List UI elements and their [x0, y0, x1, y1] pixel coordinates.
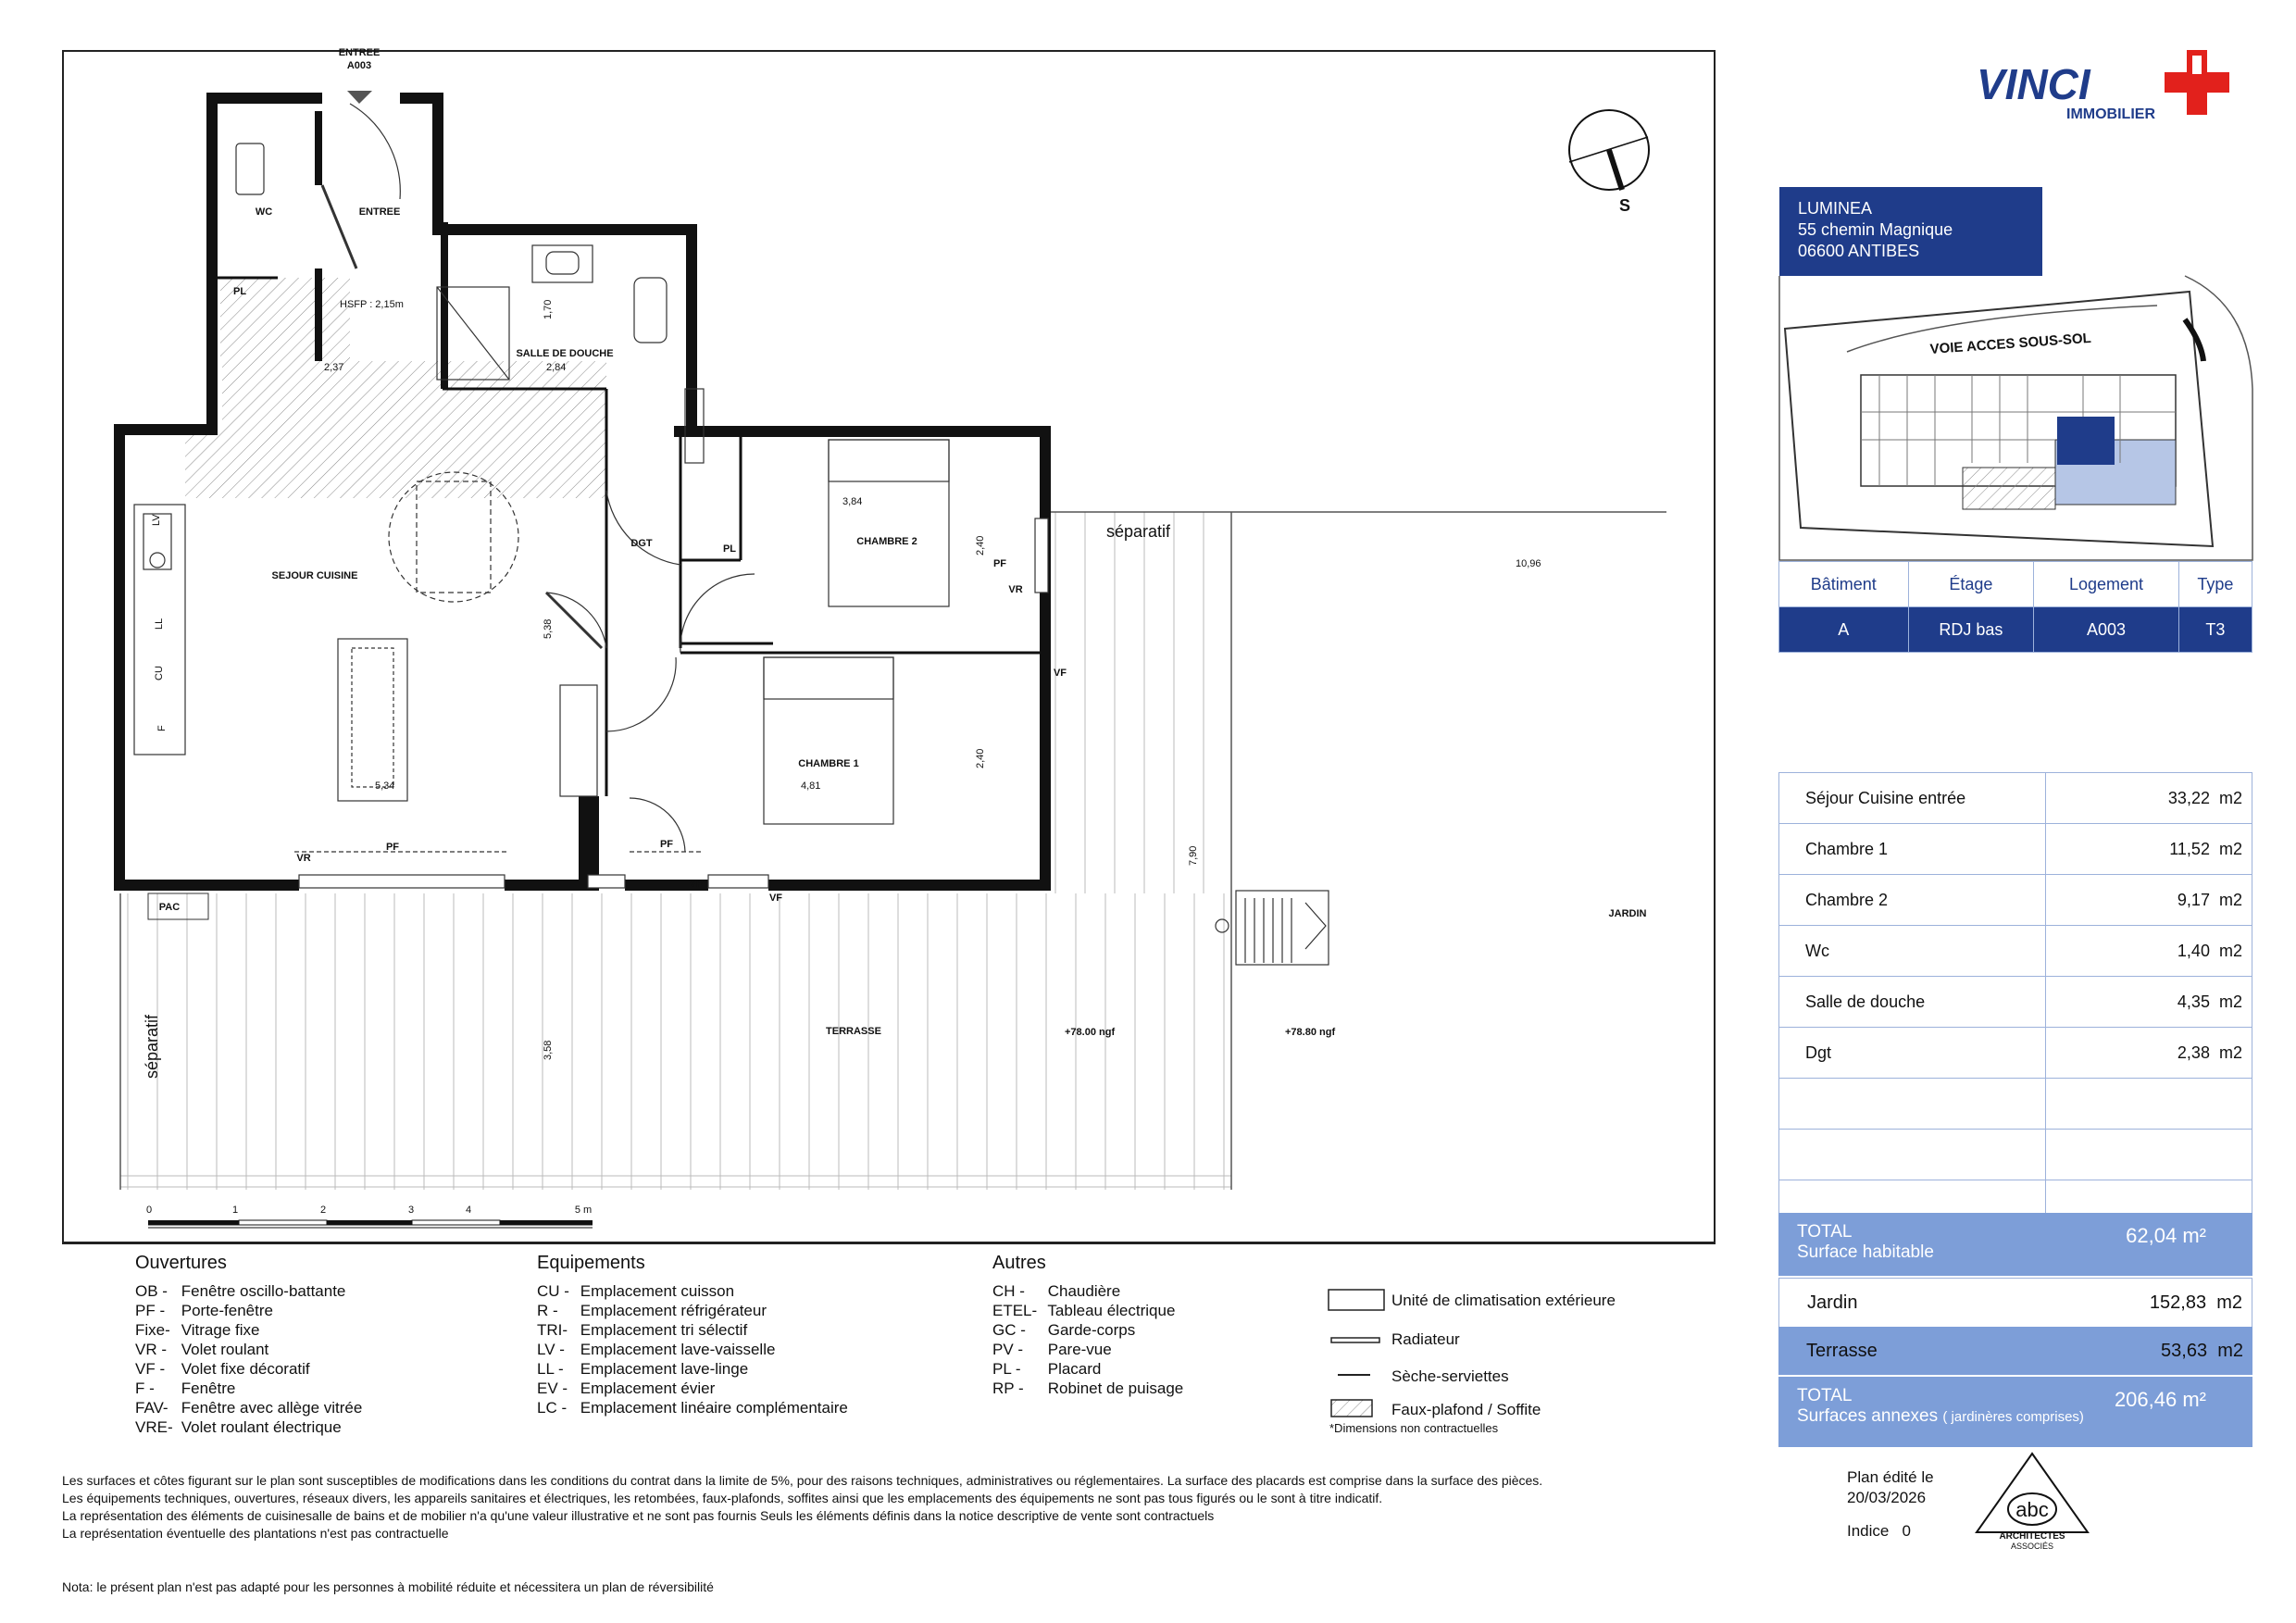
disclaimer-line: Les équipements techniques, ouvertures, réseaux divers, les appareils sanitaires et électriques, les retombées, faux-plafonds, soffites ainsi que les emplacements des équipements ne sont pas tous figurés ou le sont à titre indicatif. [62, 1491, 1383, 1505]
mark-vr-3: VR [1008, 584, 1023, 595]
legend-autres [992, 1253, 1183, 1398]
legend-item: LC - Emplacement linéaire complémentaire [537, 1399, 848, 1417]
legend-item: CH - Chaudière [992, 1282, 1121, 1300]
scale-0: 0 [145, 1205, 153, 1216]
dim-3-84: 3,84 [842, 496, 863, 507]
legend-item: R - Emplacement réfrigérateur [537, 1302, 767, 1319]
entry-code-label: A003 [346, 60, 372, 71]
room-salle-douche: SALLE DE DOUCHE [516, 348, 614, 359]
radiator-icon [1331, 1338, 1379, 1342]
scale-1: 1 [231, 1205, 239, 1216]
legend-item: FAV- Fenêtre avec allège vitrée [135, 1399, 363, 1417]
annex-row-jardin: Jardin 152,83 m2 [1778, 1278, 2252, 1328]
edition-label: Plan édité le [1847, 1468, 1934, 1486]
site-plan [1779, 276, 2252, 560]
vinci-wordmark: VINCI [1977, 60, 2090, 108]
dim-2-84: 2,84 [546, 362, 567, 373]
legend-item: CU - Emplacement cuisson [537, 1282, 735, 1300]
disclaimer-line: Les surfaces et côtes figurant sur le plan sont susceptibles de modifications dans les conditions du contrat dans la limite de 5%, pour des raisons techniques, administratives ou réglementaires. La surface des placards est comprise dans la surface des pièces. [62, 1473, 1543, 1488]
legend-item: LL - Emplacement lave-linge [537, 1360, 749, 1378]
room-jardin: JARDIN [1608, 908, 1647, 919]
mark-vf-2: VF [768, 893, 783, 904]
vinci-sub: IMMOBILIER [2066, 106, 2155, 122]
surface-row: Dgt 2,38 m2 [1779, 1028, 2252, 1079]
disclaimer-line: La représentation éventuelle des plantations n'est pas contractuelle [62, 1526, 449, 1541]
dim-2-40-a: 2,40 [975, 535, 986, 556]
total-annexes [1778, 1377, 2252, 1447]
disclaimer-line: La représentation des éléments de cuisinesalle de bains et de mobilier n'a qu'une valeur illustrative et ne sont pas fournis Seuls les éléments définis dans la notice descriptive de vente sont contractuels [62, 1508, 1215, 1523]
legend-item: F - Fenêtre [135, 1380, 236, 1397]
address-box [1779, 187, 2042, 276]
legend-item: EV - Emplacement évier [537, 1380, 716, 1397]
f-label: F [156, 725, 168, 731]
legend-item: VRE- Volet roulant électrique [135, 1418, 342, 1436]
value-batiment: A [1779, 607, 1909, 653]
legend-ouvertures [135, 1253, 362, 1437]
surface-row-empty [1779, 1079, 2252, 1130]
scale-2: 2 [319, 1205, 327, 1216]
architect-name: abc [2015, 1498, 2049, 1521]
lv-label: LV [151, 514, 162, 526]
ngf-1: +78.00 ngf [1065, 1027, 1116, 1038]
surface-row: Salle de douche 4,35 m2 [1779, 977, 2252, 1028]
legend-item: OB - Fenêtre oscillo-battante [135, 1282, 346, 1300]
faux-plafond-icon [1331, 1400, 1372, 1417]
dim-5-34: 5,34 [375, 780, 395, 792]
total-annexes-value: 206,46 m² [2114, 1388, 2206, 1411]
value-etage: RDJ bas [1908, 607, 2034, 653]
mark-vr-1: VR [296, 853, 311, 864]
mark-pf-3: PF [992, 558, 1007, 569]
surfaces-table [1778, 772, 2252, 1231]
mark-pf-1: PF [385, 842, 400, 853]
legend-item: PV - Pare-vue [992, 1341, 1112, 1358]
room-wc: WC [255, 206, 273, 218]
surface-row: Séjour Cuisine entrée 33,22 m2 [1779, 773, 2252, 824]
surface-row: Chambre 2 9,17 m2 [1779, 875, 2252, 926]
room-chambre-2: CHAMBRE 2 [856, 536, 917, 547]
room-terrasse: TERRASSE [826, 1026, 881, 1037]
edition-date: 20/03/2026 [1847, 1489, 1927, 1506]
mark-pf-2: PF [659, 839, 674, 850]
ngf-2: +78.80 ngf [1285, 1027, 1336, 1038]
total-habitable [1778, 1213, 2252, 1276]
clim-unit-icon [1329, 1290, 1384, 1310]
total-annexes-sublabel: Surfaces annexes [1797, 1406, 1939, 1426]
mark-vf-1: VF [1053, 668, 1067, 679]
hatch-sejour [185, 426, 606, 498]
legend-equipements-title: Equipements [537, 1253, 645, 1273]
edition-block [1847, 1467, 1934, 1542]
vinci-logo [1977, 50, 2229, 122]
legend-item: VR - Volet roulant [135, 1341, 269, 1358]
dim-2-37: 2,37 [324, 362, 344, 373]
ll-label: LL [154, 618, 165, 630]
mark-vr-2: VR [689, 879, 704, 890]
surface-row-empty [1779, 1130, 2252, 1180]
cu-label: CU [154, 666, 165, 680]
total-habitable-label: TOTAL [1797, 1222, 1853, 1242]
scale-3: 3 [407, 1205, 415, 1216]
total-habitable-sublabel: Surface habitable [1797, 1242, 1934, 1262]
address-line-1: LUMINEA [1798, 199, 1873, 218]
unit-info-table [1778, 561, 2252, 653]
header-etage: Étage [1908, 562, 2034, 607]
compass-icon [1569, 110, 1649, 190]
legend-symbol-faux-plafond: Faux-plafond / Soffite [1391, 1401, 1541, 1418]
legend-item: Fixe- Vitrage fixe [135, 1321, 260, 1339]
header-type: Type [2178, 562, 2252, 607]
room-pl-2: PL [722, 543, 737, 555]
legend-item: ETEL- Tableau électrique [992, 1302, 1176, 1319]
stairs [1216, 891, 1329, 965]
value-type: T3 [2178, 607, 2252, 653]
legend-symbol-clim: Unité de climatisation extérieure [1391, 1292, 1616, 1309]
legend-symbols-note: *Dimensions non contractuelles [1329, 1421, 1499, 1435]
legend-item: VF - Volet fixe décoratif [135, 1360, 310, 1378]
surface-row: Wc 1,40 m2 [1779, 926, 2252, 977]
legend-item: TRI- Emplacement tri sélectif [537, 1321, 748, 1339]
legend-item: PF - Porte-fenêtre [135, 1302, 273, 1319]
entry-arrow-icon [347, 91, 372, 104]
mobility-note: Nota: le présent plan n'est pas adapté pour les personnes à mobilité réduite et nécessitera un plan de réversibilité [62, 1579, 714, 1594]
dim-2-40-b: 2,40 [975, 748, 986, 768]
value-logement: A003 [2034, 607, 2179, 653]
entry-top-label: ENTREE [338, 47, 381, 58]
disclaimer [62, 1472, 1542, 1542]
separatif-left-label: séparatif [143, 1014, 161, 1079]
legend-symbols [1329, 1290, 1384, 1417]
separatif-top-label: séparatif [1106, 522, 1171, 541]
room-pl-1: PL [233, 286, 247, 297]
address-line-3: 06600 ANTIBES [1798, 242, 1920, 260]
site-road-label: VOIE ACCES SOUS-SOL [1929, 330, 2092, 357]
legend-ouvertures-title: Ouvertures [135, 1253, 227, 1273]
indice-label: Indice [1847, 1522, 1890, 1540]
dim-1-70: 1,70 [543, 299, 554, 319]
hsfp-label: HSFP : 2,15m [340, 299, 404, 310]
scale-5: 5 m [574, 1205, 593, 1216]
legend-autres-title: Autres [992, 1253, 1046, 1273]
total-annexes-label: TOTAL [1797, 1386, 1853, 1405]
dim-5-38: 5,38 [543, 618, 554, 639]
compass-label: S [1618, 196, 1631, 215]
pac-label: PAC [158, 902, 181, 913]
room-chambre-1: CHAMBRE 1 [798, 758, 859, 769]
room-entree: ENTREE [358, 206, 401, 218]
scale-4: 4 [465, 1205, 472, 1216]
legend-equipements [537, 1253, 848, 1417]
legend-item: LV - Emplacement lave-vaisselle [537, 1341, 776, 1358]
annex-row-terrasse: Terrasse 53,63 m2 [1778, 1327, 2252, 1375]
header-logement: Logement [2034, 562, 2179, 607]
indice-value: 0 [1902, 1522, 1912, 1540]
dim-10-96: 10,96 [1516, 558, 1541, 569]
header-batiment: Bâtiment [1779, 562, 1909, 607]
legend-symbol-seche: Sèche-serviettes [1391, 1367, 1509, 1385]
room-sejour: SEJOUR CUISINE [271, 570, 358, 581]
legend-item: PL - Placard [992, 1360, 1102, 1378]
terrace-grid [120, 512, 1231, 1190]
room-dgt: DGT [630, 538, 653, 549]
total-habitable-value: 62,04 m² [2126, 1224, 2206, 1247]
legend-item: RP - Robinet de puisage [992, 1380, 1184, 1397]
address-line-2: 55 chemin Magnique [1798, 220, 1953, 239]
surface-row: Chambre 1 11,52 m2 [1779, 824, 2252, 875]
architect-line1: ARCHITECTES [1999, 1531, 2065, 1542]
scale-bar [148, 1220, 593, 1228]
dim-3-58: 3,58 [543, 1040, 554, 1060]
legend-symbol-radiateur: Radiateur [1391, 1330, 1460, 1348]
architect-line2: ASSOCIÉS [2010, 1542, 2054, 1551]
total-annexes-note: ( jardinères comprises) [1942, 1409, 2084, 1425]
legend-item: GC - Garde-corps [992, 1321, 1136, 1339]
dim-4-81: 4,81 [801, 780, 821, 792]
dim-7-90: 7,90 [1188, 845, 1199, 866]
